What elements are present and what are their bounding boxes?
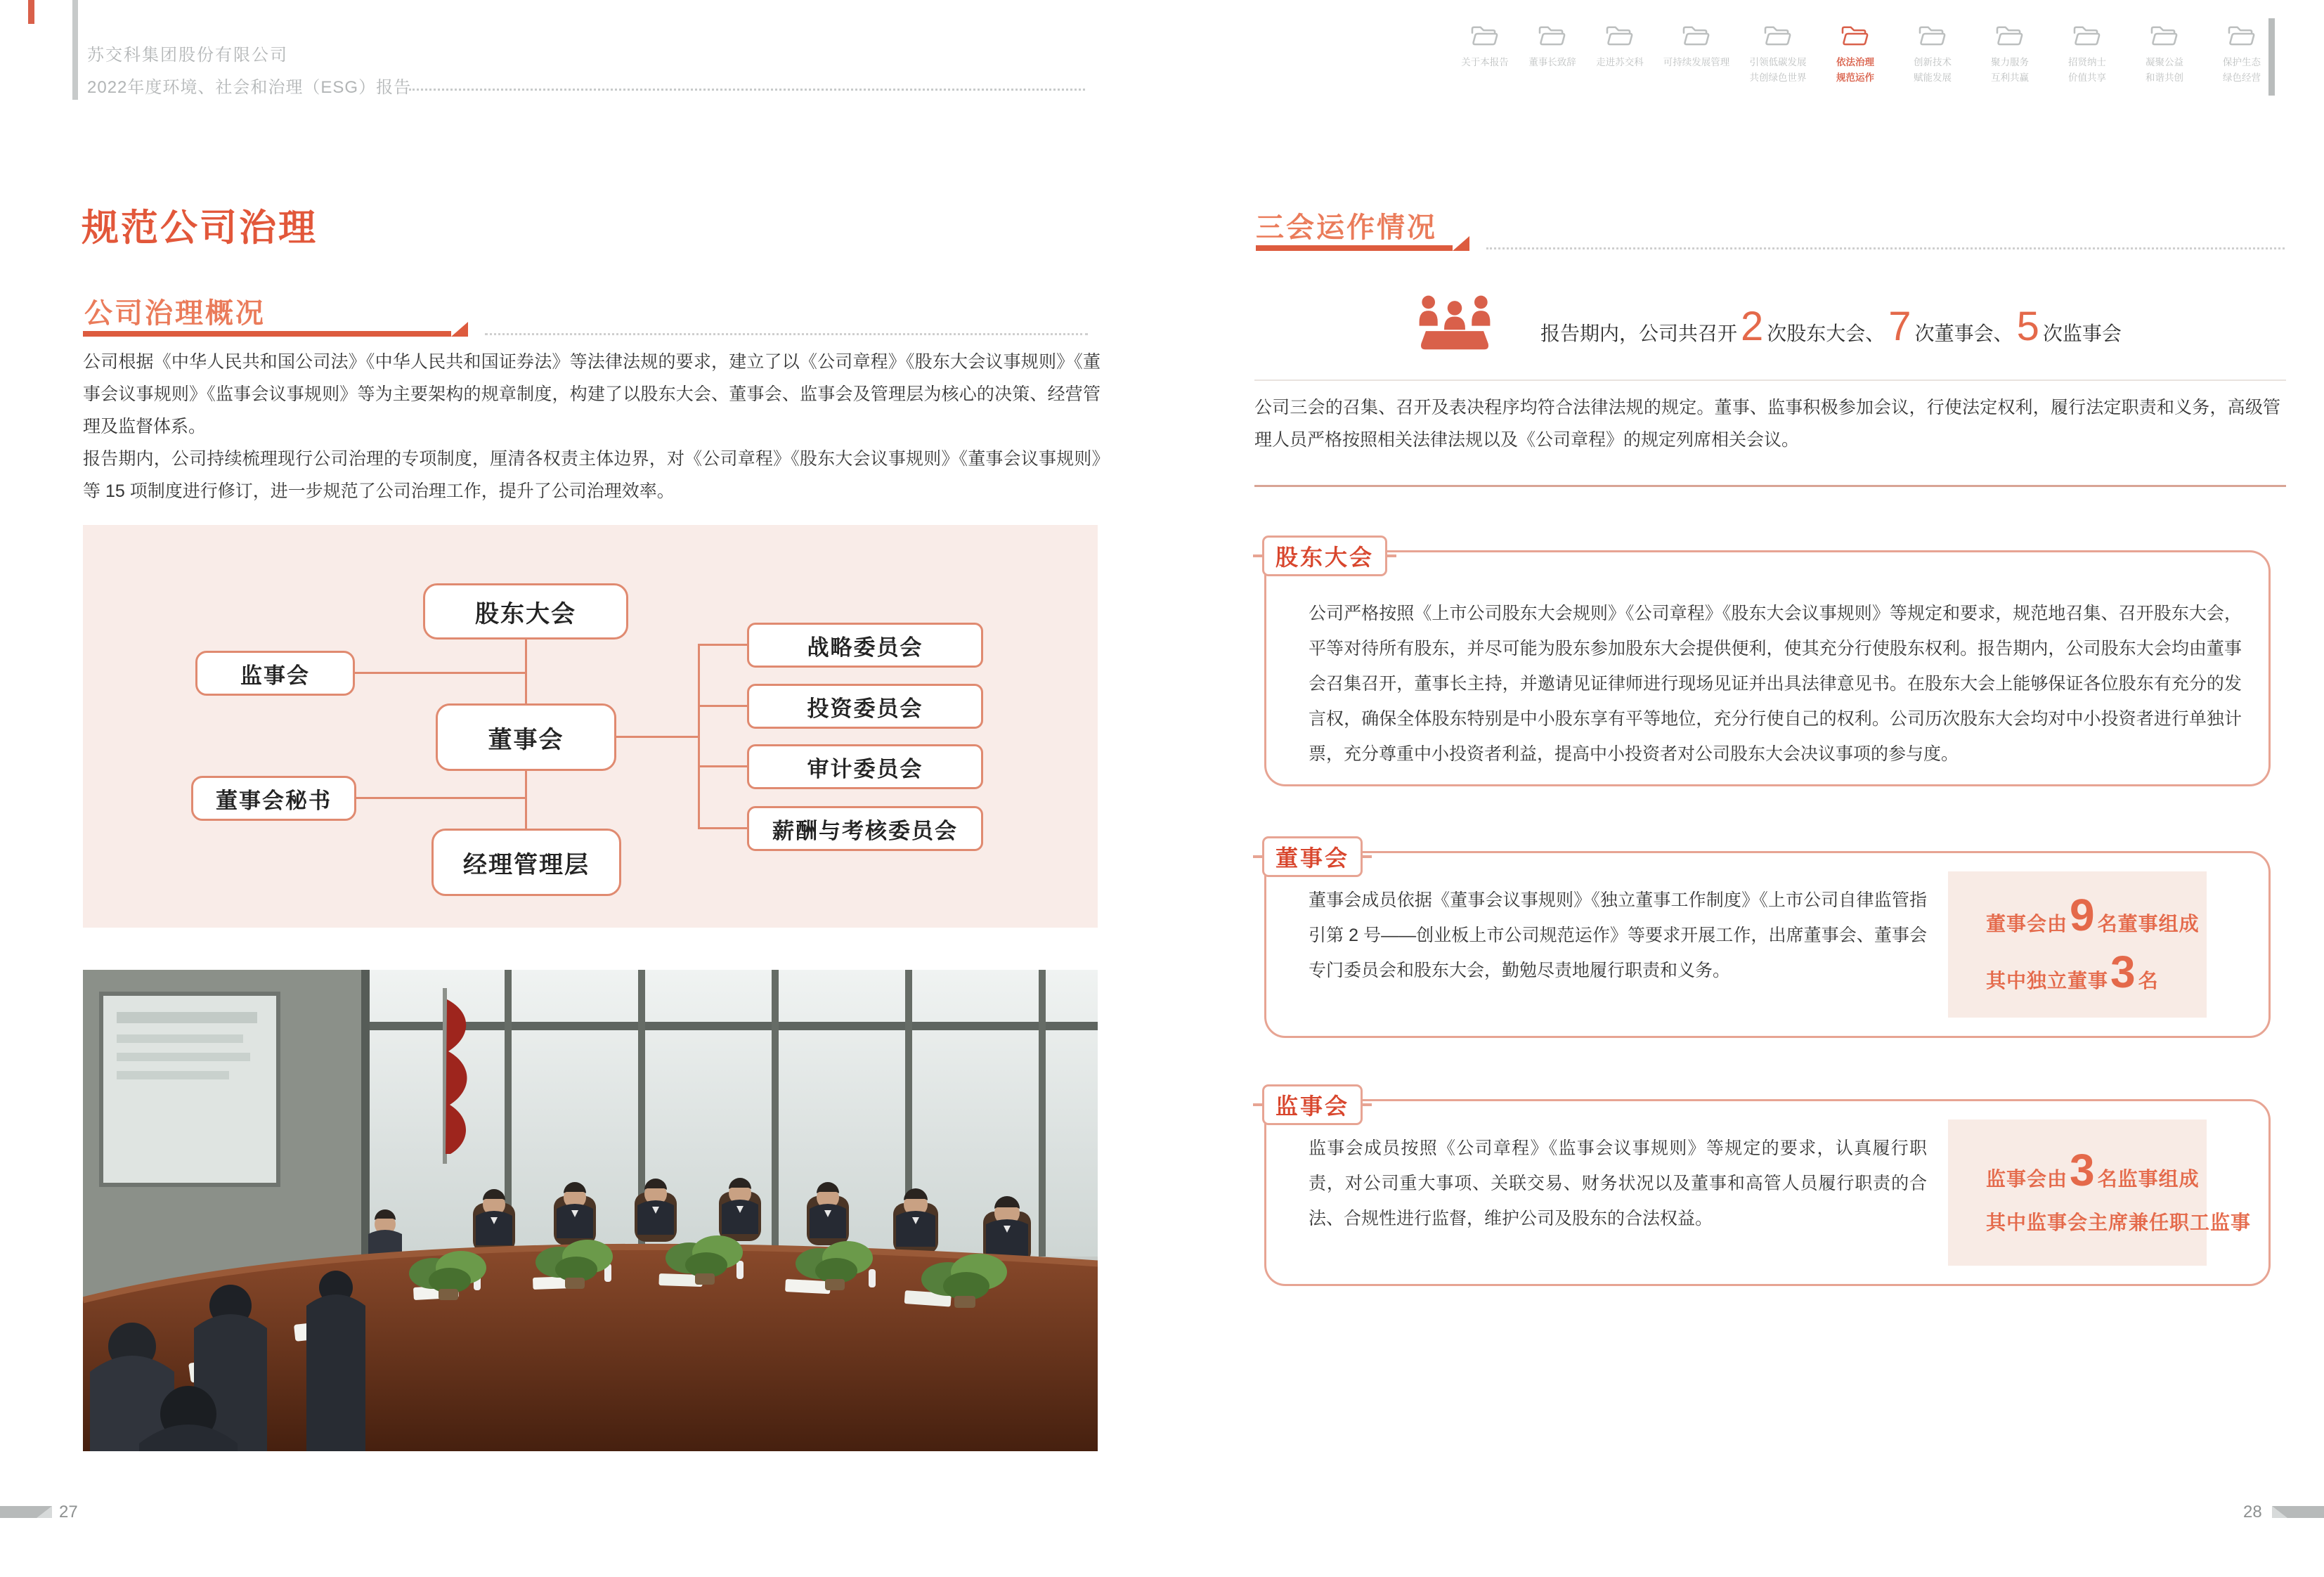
folder-icon <box>1680 21 1713 48</box>
nav-item-ecology[interactable]: 保护生态 绿色经营 <box>2212 21 2271 86</box>
section-title-governance-overview: 公司治理概况 <box>84 298 266 329</box>
card-supervisory-board <box>1264 1093 2271 1286</box>
org-node-management: 经理管理层 <box>431 829 621 896</box>
company-name: 苏交科集团股份有限公司 <box>87 46 288 65</box>
card-shareholders-meeting <box>1264 545 2271 786</box>
card-board-of-directors <box>1264 845 2271 1038</box>
section-rule <box>83 321 1088 337</box>
footer-ribbon-left <box>0 1506 52 1518</box>
supervisory-composition-stats <box>1948 1120 2252 1266</box>
nav-item-chairman[interactable]: 董事长致辞 <box>1528 21 1577 70</box>
meeting-icon <box>1415 288 1494 356</box>
header-dotted-line <box>409 89 1085 91</box>
independent-directors-count: 3 <box>2110 947 2136 997</box>
folder-icon <box>2226 21 2259 48</box>
folder-icon <box>1916 21 1949 48</box>
folder-icon <box>1469 21 1502 48</box>
header-divider-bar <box>72 0 78 100</box>
nav-item-talent[interactable]: 招贤纳士 价值共享 <box>2058 21 2117 86</box>
report-title: 2022年度环境、社会和治理（ESG）报告 <box>87 78 412 97</box>
section-rule <box>1256 235 2286 251</box>
nav-item-about[interactable]: 关于本报告 <box>1460 21 1510 70</box>
nav-end-bar <box>2268 18 2275 96</box>
connector <box>698 705 747 707</box>
nav-item-sustainability[interactable]: 可持续发展管理 <box>1663 21 1730 70</box>
three-meetings-paragraph: 公司三会的召集、召开及表决程序均符合法律法规的规定。董事、监事积极参加会议，行使法定权利，履行法定职责和义务，高级管理人员严格按照相关法律法规以及《公司章程》的规定列席相关会议。 <box>1254 398 2280 450</box>
page-number-left: 27 <box>59 1503 78 1521</box>
folder-icon <box>1536 21 1569 48</box>
folder-icon <box>1604 21 1637 48</box>
folder-icon <box>1994 21 2027 48</box>
stat-board-meetings-count: 7 <box>1888 304 1911 349</box>
org-node-board-secretary: 董事会秘书 <box>191 776 356 821</box>
org-node-strategy-committee: 战略委员会 <box>747 623 983 668</box>
folder-icon <box>2148 21 2181 48</box>
connector <box>698 827 747 829</box>
stat-supervisory-meetings-count: 5 <box>2016 304 2039 349</box>
card-tag-board-of-directors: 董事会 <box>1262 836 1363 877</box>
folder-icon <box>1762 21 1795 48</box>
stats-text: 次董事会、 <box>1914 323 2013 344</box>
divider <box>1254 379 2286 381</box>
connector <box>698 645 700 829</box>
connector <box>698 644 747 646</box>
board-meeting-photo <box>83 970 1098 1451</box>
supervisors-count: 3 <box>2070 1144 2096 1195</box>
org-node-remuneration-committee: 薪酬与考核委员会 <box>747 806 983 851</box>
governance-paragraphs <box>83 346 1101 507</box>
org-node-shareholders-meeting: 股东大会 <box>423 583 628 640</box>
nav-item-into-jsti[interactable]: 走进苏交科 <box>1595 21 1644 70</box>
nav-item-service[interactable]: 聚力服务 互利共赢 <box>1980 21 2039 86</box>
connector <box>355 672 526 674</box>
corner-accent-mark <box>28 0 34 24</box>
divider <box>1254 485 2286 487</box>
connector <box>698 765 747 767</box>
org-node-investment-committee: 投资委员会 <box>747 684 983 729</box>
paragraph: 报告期内，公司持续梳理现行公司治理的专项制度，厘清各权责主体边界，对《公司章程》《股东大会议事规则》《董事会议事规则》等 15 项制度进行修订，进一步规范了公司治理工作，提升了公司治理效率。 <box>83 449 1101 501</box>
card-tag-supervisory-board: 监事会 <box>1262 1084 1363 1125</box>
board-composition-stats <box>1948 871 2207 1018</box>
nav-item-innovation[interactable]: 创新技术 赋能发展 <box>1903 21 1962 86</box>
card-body: 董事会成员依据《董事会议事规则》《独立董事工作制度》《上市公司自律监管指引第 2 号——创业板上市公司规范运作》等要求开展工作，出席董事会、董事会专门委员会和股东大会，勤勉尽责地履行职责和义务。 <box>1309 890 1927 980</box>
paragraph: 公司根据《中华人民共和国公司法》《中华人民共和国证券法》等法律法规的要求，建立了以《公司章程》《股东大会议事规则》《董事会议事规则》《监事会议事规则》等为主要架构的规章制度，构建了以股东大会、董事会、监事会及管理层为核心的决策、经营管理及监督体系。 <box>83 352 1101 436</box>
org-node-supervisory-board: 监事会 <box>195 651 355 696</box>
connector <box>525 771 527 829</box>
folder-icon <box>2071 21 2104 48</box>
stat-shareholder-meetings-count: 2 <box>1741 304 1764 349</box>
meeting-stats-line <box>1540 287 2285 357</box>
page-title: 规范公司治理 <box>82 207 318 249</box>
stat-line: 董事会由 9 名董事组成 <box>1986 890 2200 940</box>
footer-ribbon-right <box>2272 1506 2324 1518</box>
stats-text: 次股东大会、 <box>1767 323 1885 344</box>
stat-line: 其中独立董事 3 名 <box>1986 947 2159 997</box>
nav-item-charity[interactable]: 凝聚公益 和谐共创 <box>2135 21 2194 86</box>
connector <box>356 797 526 799</box>
chapter-nav <box>1460 21 2271 86</box>
nav-item-governance-active[interactable]: 依法治理 规范运作 <box>1826 21 1885 86</box>
org-node-board-of-directors: 董事会 <box>436 703 616 771</box>
board-members-count: 9 <box>2070 890 2096 940</box>
connector <box>616 736 699 738</box>
stat-line: 监事会由 3 名监事组成 <box>1986 1144 2200 1195</box>
nav-item-low-carbon[interactable]: 引领低碳发展 共创绿色世界 <box>1748 21 1807 86</box>
governance-structure-chart <box>83 525 1098 928</box>
card-body: 监事会成员按照《公司章程》《监事会议事规则》等规定的要求，认真履行职责，对公司重大事项、关联交易、财务状况以及董事和高管人员履行职责的合法、合规性进行监督，维护公司及股东的合法权益。 <box>1309 1138 1927 1228</box>
folder-icon-active <box>1839 21 1872 48</box>
card-body: 公司严格按照《上市公司股东大会规则》《公司章程》《股东大会议事规则》等规定和要求，规范地召集、召开股东大会，平等对待所有股东，并尽可能为股东参加股东大会提供便利，使其充分行使股东权利。报告期内，公司股东大会均由董事会召集召开，董事长主持，并邀请见证律师进行现场见证并出具法律意见书。在股东大会上能够保证各位股东有充分的发言权，确保全体股东特别是中小股东享有平等地位，充分行使自己的权利。公司历次股东大会均对中小投资者进行单独计票，充分尊重中小投资者利益，提高中小投资者对公司股东大会决议事项的参与度。 <box>1309 604 2242 764</box>
page-number-right: 28 <box>2243 1503 2262 1521</box>
stats-text: 次监事会 <box>2042 323 2122 344</box>
org-node-audit-committee: 审计委员会 <box>747 744 983 789</box>
stat-line: 其中监事会主席兼任职工监事 <box>1986 1211 2252 1233</box>
card-tag-shareholders-meeting: 股东大会 <box>1262 536 1387 576</box>
section-title-three-meetings: 三会运作情况 <box>1256 212 1437 243</box>
stats-text: 报告期内，公司共召开 <box>1540 323 1738 344</box>
